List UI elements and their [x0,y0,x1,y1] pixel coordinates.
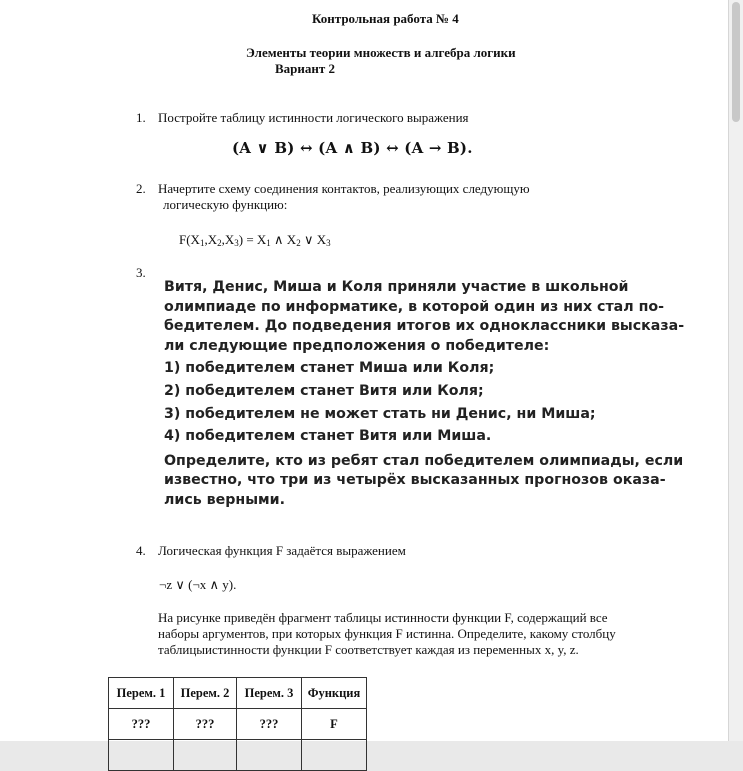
table-cell: ??? [174,709,237,740]
table-row [109,709,367,740]
doc-subtitle: Элементы теории множеств и алгебра логики [246,45,516,60]
table-header-row [109,678,367,709]
task3-line: бедителем. До подведения итогов их одноклассники высказа- [164,318,685,335]
table-cell: ??? [237,709,302,740]
table-cell [174,740,237,771]
task3-option-2: 2) победителем станет Витя или Коля; [164,382,484,399]
task1-number: 1. [136,110,146,125]
task2-text-line2: логическую функцию: [163,197,288,212]
task3-line: Определите, кто из ребят стал победителем олимпиады, если [164,452,684,469]
table-header-cell: Перем. 1 [109,678,174,709]
truth-table [108,677,367,771]
table-header-cell: Перем. 2 [174,678,237,709]
task4-formula: ¬z ∨ (¬x ∧ y). [159,577,237,592]
task2-text-line1: Начертите схему соединения контактов, реализующих следующую [158,181,530,196]
vertical-scrollbar[interactable] [728,0,743,741]
doc-title: Контрольная работа № 4 [312,11,459,26]
task4-number: 4. [136,543,146,558]
task4-paragraph-line1: На рисунке приведён фрагмент таблицы истинности функции F, содержащий все [158,610,608,625]
table-cell [302,740,367,771]
doc-variant: Вариант 2 [275,61,336,76]
task3-line: ли следующие предположения о победителе: [164,337,550,354]
task1-text: Постройте таблицу истинности логического выражения [158,110,469,125]
task3-line: олимпиаде по информатике, в которой один из них стал по- [164,298,665,315]
task3-line: лись верными. [164,491,285,508]
task2-formula: $F(X_1,X_2,X_3) = X_1$ ∧ $X_2$ ∨ $X_3$ [179,232,331,248]
task3-scanned-text [164,278,685,511]
table-header-cell: Функция [302,678,367,709]
table-cell: ??? [109,709,174,740]
task4-paragraph-line3: таблицыистинности функции F соответствует каждая из переменных x, y, z. [158,642,579,657]
task3-line: Витя, Денис, Миша и Коля приняли участие в школьной [164,279,629,295]
task2-number: 2. [136,181,146,196]
table-row [109,740,367,771]
table-header-cell: Перем. 3 [237,678,302,709]
table-cell: F [302,709,367,740]
task3-option-4: 4) победителем станет Витя или Миша. [164,428,492,445]
task3-number: 3. [136,265,146,280]
scrollbar-thumb[interactable] [732,2,740,122]
table-cell [109,740,174,771]
task4-text: Логическая функция F задаётся выражением [158,543,406,558]
task3-option-3: 3) победителем не может стать ни Денис, ни Миша; [164,405,596,422]
task1-formula: (A ∨ B) ↔ (A ∧ B) ↔ (A → B). [232,139,473,157]
task3-option-1: 1) победителем станет Миша или Коля; [164,360,495,377]
task4-paragraph-line2: наборы аргументов, при которых функция F истинна. Определите, какому столбцу [158,626,616,641]
task3-line: известно, что три из четырёх высказанных прогнозов оказа- [164,472,666,489]
table-cell [237,740,302,771]
